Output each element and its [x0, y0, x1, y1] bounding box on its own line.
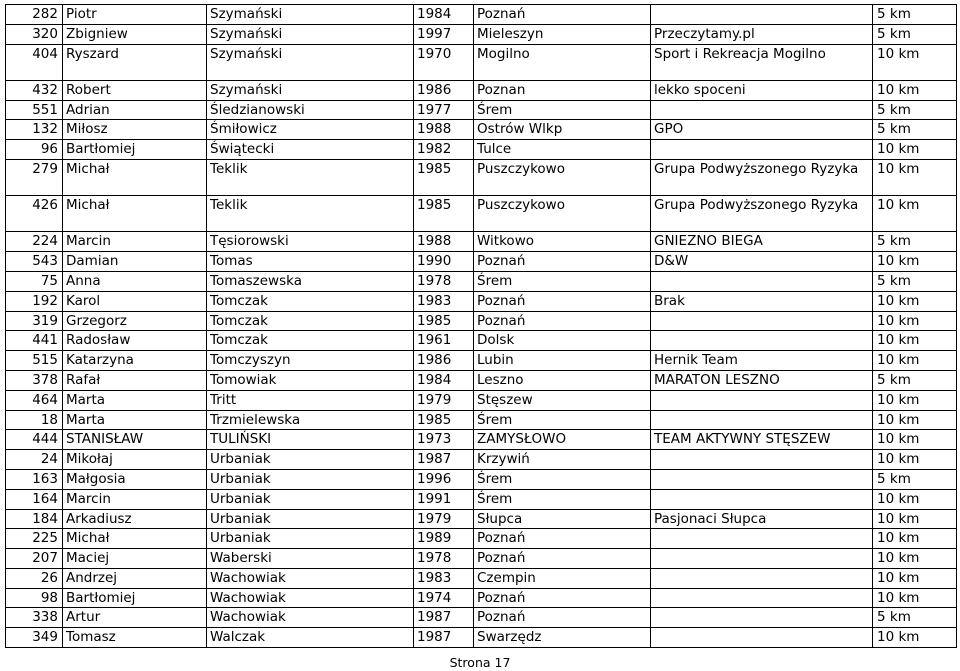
distance-cell: 10 km	[873, 390, 957, 410]
last-name-cell: Tomaszewska	[207, 271, 414, 291]
start-number-cell: 378	[6, 370, 63, 390]
distance-cell: 5 km	[873, 232, 957, 252]
last-name-cell: Tomczak	[207, 331, 414, 351]
club-cell: Grupa Podwyższonego Ryzyka	[651, 159, 873, 195]
distance-cell: 10 km	[873, 140, 957, 160]
birth-year-cell: 1989	[414, 529, 474, 549]
start-number-cell: 192	[6, 291, 63, 311]
start-number-cell: 225	[6, 529, 63, 549]
start-number-cell: 444	[6, 430, 63, 450]
last-name-cell: Teklik	[207, 159, 414, 195]
distance-cell: 10 km	[873, 549, 957, 569]
city-cell: Śrem	[474, 410, 651, 430]
last-name-cell: Walczak	[207, 628, 414, 648]
club-cell: Brak	[651, 291, 873, 311]
first-name-cell: Robert	[63, 80, 207, 100]
birth-year-cell: 1996	[414, 469, 474, 489]
start-number-cell: 432	[6, 80, 63, 100]
first-name-cell: Bartłomiej	[63, 588, 207, 608]
distance-cell: 10 km	[873, 351, 957, 371]
distance-cell: 10 km	[873, 529, 957, 549]
start-number-cell: 426	[6, 196, 63, 232]
city-cell: Czempin	[474, 568, 651, 588]
city-cell: Ostrów Wlkp	[474, 120, 651, 140]
last-name-cell: Urbaniak	[207, 450, 414, 470]
first-name-cell: Piotr	[63, 5, 207, 25]
start-number-cell: 282	[6, 5, 63, 25]
club-cell	[651, 608, 873, 628]
table-row	[6, 80, 957, 100]
birth-year-cell: 1978	[414, 549, 474, 569]
last-name-cell: Teklik	[207, 196, 414, 232]
distance-cell: 10 km	[873, 509, 957, 529]
club-cell	[651, 331, 873, 351]
last-name-cell: Śmiłowicz	[207, 120, 414, 140]
first-name-cell: Anna	[63, 271, 207, 291]
start-number-cell: 320	[6, 24, 63, 44]
last-name-cell: Tomas	[207, 252, 414, 272]
start-number-cell: 75	[6, 271, 63, 291]
distance-cell: 5 km	[873, 5, 957, 25]
city-cell: Dolsk	[474, 331, 651, 351]
distance-cell: 5 km	[873, 271, 957, 291]
city-cell: Leszno	[474, 370, 651, 390]
start-number-cell: 18	[6, 410, 63, 430]
last-name-cell: Szymański	[207, 44, 414, 80]
city-cell: Mieleszyn	[474, 24, 651, 44]
birth-year-cell: 1991	[414, 489, 474, 509]
start-number-cell: 515	[6, 351, 63, 371]
last-name-cell: Tomczak	[207, 311, 414, 331]
last-name-cell: Urbaniak	[207, 469, 414, 489]
birth-year-cell: 1985	[414, 410, 474, 430]
start-number-cell: 551	[6, 100, 63, 120]
city-cell: Śrem	[474, 271, 651, 291]
table-row	[6, 370, 957, 390]
first-name-cell: Katarzyna	[63, 351, 207, 371]
last-name-cell: Szymański	[207, 5, 414, 25]
club-cell: TEAM AKTYWNY STĘSZEW	[651, 430, 873, 450]
last-name-cell: Świątecki	[207, 140, 414, 160]
club-cell: D&W	[651, 252, 873, 272]
club-cell: Pasjonaci Słupca	[651, 509, 873, 529]
distance-cell: 10 km	[873, 568, 957, 588]
start-number-cell: 224	[6, 232, 63, 252]
last-name-cell: Wachowiak	[207, 568, 414, 588]
city-cell: Stęszew	[474, 390, 651, 410]
city-cell: Poznań	[474, 291, 651, 311]
last-name-cell: Waberski	[207, 549, 414, 569]
distance-cell: 5 km	[873, 100, 957, 120]
table-row	[6, 252, 957, 272]
start-number-cell: 404	[6, 44, 63, 80]
distance-cell: 10 km	[873, 628, 957, 648]
club-cell: MARATON LESZNO	[651, 370, 873, 390]
birth-year-cell: 1987	[414, 450, 474, 470]
city-cell: Krzywiń	[474, 450, 651, 470]
table-row	[6, 549, 957, 569]
club-cell	[651, 311, 873, 331]
club-cell	[651, 469, 873, 489]
city-cell: Poznan	[474, 80, 651, 100]
first-name-cell: Mikołaj	[63, 450, 207, 470]
table-row	[6, 568, 957, 588]
birth-year-cell: 1997	[414, 24, 474, 44]
birth-year-cell: 1987	[414, 608, 474, 628]
start-number-cell: 184	[6, 509, 63, 529]
first-name-cell: Arkadiusz	[63, 509, 207, 529]
birth-year-cell: 1987	[414, 628, 474, 648]
birth-year-cell: 1973	[414, 430, 474, 450]
club-cell: lekko spoceni	[651, 80, 873, 100]
club-cell: Grupa Podwyższonego Ryzyka	[651, 196, 873, 232]
first-name-cell: Artur	[63, 608, 207, 628]
table-row	[6, 159, 957, 195]
first-name-cell: Zbigniew	[63, 24, 207, 44]
birth-year-cell: 1990	[414, 252, 474, 272]
birth-year-cell: 1984	[414, 5, 474, 25]
city-cell: Swarzędz	[474, 628, 651, 648]
city-cell: Poznań	[474, 5, 651, 25]
birth-year-cell: 1983	[414, 568, 474, 588]
distance-cell: 10 km	[873, 450, 957, 470]
table-row	[6, 5, 957, 25]
club-cell	[651, 140, 873, 160]
first-name-cell: Radosław	[63, 331, 207, 351]
last-name-cell: Wachowiak	[207, 608, 414, 628]
distance-cell: 10 km	[873, 44, 957, 80]
table-row	[6, 351, 957, 371]
distance-cell: 10 km	[873, 80, 957, 100]
birth-year-cell: 1985	[414, 311, 474, 331]
start-number-cell: 338	[6, 608, 63, 628]
last-name-cell: Tomowiak	[207, 370, 414, 390]
distance-cell: 10 km	[873, 311, 957, 331]
table-row	[6, 628, 957, 648]
birth-year-cell: 1979	[414, 390, 474, 410]
birth-year-cell: 1978	[414, 271, 474, 291]
city-cell: ZAMYSŁOWO	[474, 430, 651, 450]
last-name-cell: Tomczak	[207, 291, 414, 311]
last-name-cell: Urbaniak	[207, 489, 414, 509]
first-name-cell: Tomasz	[63, 628, 207, 648]
first-name-cell: Bartłomiej	[63, 140, 207, 160]
first-name-cell: Marta	[63, 410, 207, 430]
birth-year-cell: 1985	[414, 159, 474, 195]
club-cell	[651, 410, 873, 430]
distance-cell: 10 km	[873, 159, 957, 195]
results-table-body	[6, 5, 957, 648]
birth-year-cell: 1985	[414, 196, 474, 232]
city-cell: Śrem	[474, 489, 651, 509]
club-cell	[651, 271, 873, 291]
table-row	[6, 24, 957, 44]
distance-cell: 5 km	[873, 120, 957, 140]
distance-cell: 10 km	[873, 410, 957, 430]
start-number-cell: 464	[6, 390, 63, 410]
distance-cell: 5 km	[873, 608, 957, 628]
start-number-cell: 98	[6, 588, 63, 608]
distance-cell: 10 km	[873, 430, 957, 450]
first-name-cell: Michał	[63, 529, 207, 549]
birth-year-cell: 1974	[414, 588, 474, 608]
city-cell: Mogilno	[474, 44, 651, 80]
city-cell: Poznań	[474, 529, 651, 549]
club-cell: GNIEZNO BIEGA	[651, 232, 873, 252]
table-row	[6, 120, 957, 140]
birth-year-cell: 1986	[414, 351, 474, 371]
club-cell	[651, 5, 873, 25]
table-row	[6, 291, 957, 311]
club-cell	[651, 549, 873, 569]
table-row	[6, 450, 957, 470]
last-name-cell: Wachowiak	[207, 588, 414, 608]
club-cell: GPO	[651, 120, 873, 140]
start-number-cell: 319	[6, 311, 63, 331]
start-number-cell: 279	[6, 159, 63, 195]
last-name-cell: Szymański	[207, 24, 414, 44]
last-name-cell: TULIŃSKI	[207, 430, 414, 450]
birth-year-cell: 1986	[414, 80, 474, 100]
first-name-cell: Damian	[63, 252, 207, 272]
birth-year-cell: 1961	[414, 331, 474, 351]
distance-cell: 10 km	[873, 196, 957, 232]
first-name-cell: Grzegorz	[63, 311, 207, 331]
city-cell: Poznań	[474, 608, 651, 628]
last-name-cell: Trzmielewska	[207, 410, 414, 430]
birth-year-cell: 1988	[414, 232, 474, 252]
city-cell: Lubin	[474, 351, 651, 371]
distance-cell: 5 km	[873, 370, 957, 390]
distance-cell: 10 km	[873, 588, 957, 608]
first-name-cell: Marcin	[63, 489, 207, 509]
city-cell: Poznań	[474, 311, 651, 331]
distance-cell: 5 km	[873, 24, 957, 44]
start-number-cell: 207	[6, 549, 63, 569]
city-cell: Poznań	[474, 252, 651, 272]
city-cell: Poznań	[474, 549, 651, 569]
start-number-cell: 24	[6, 450, 63, 470]
first-name-cell: Michał	[63, 159, 207, 195]
table-row	[6, 140, 957, 160]
first-name-cell: Adrian	[63, 100, 207, 120]
table-row	[6, 469, 957, 489]
table-row	[6, 271, 957, 291]
start-number-cell: 26	[6, 568, 63, 588]
distance-cell: 10 km	[873, 489, 957, 509]
start-number-cell: 96	[6, 140, 63, 160]
club-cell	[651, 489, 873, 509]
table-row	[6, 588, 957, 608]
last-name-cell: Śledzianowski	[207, 100, 414, 120]
first-name-cell: Karol	[63, 291, 207, 311]
first-name-cell: Ryszard	[63, 44, 207, 80]
club-cell	[651, 450, 873, 470]
club-cell	[651, 568, 873, 588]
start-number-cell: 441	[6, 331, 63, 351]
city-cell: Witkowo	[474, 232, 651, 252]
table-row	[6, 410, 957, 430]
table-row	[6, 509, 957, 529]
table-row	[6, 430, 957, 450]
club-cell: Przeczytamy.pl	[651, 24, 873, 44]
birth-year-cell: 1979	[414, 509, 474, 529]
distance-cell: 5 km	[873, 469, 957, 489]
table-row	[6, 529, 957, 549]
results-table	[5, 4, 957, 648]
first-name-cell: Andrzej	[63, 568, 207, 588]
city-cell: Śrem	[474, 469, 651, 489]
first-name-cell: Michał	[63, 196, 207, 232]
table-row	[6, 489, 957, 509]
first-name-cell: Maciej	[63, 549, 207, 569]
page-number: Strona 17	[449, 655, 511, 670]
table-row	[6, 311, 957, 331]
start-number-cell: 543	[6, 252, 63, 272]
distance-cell: 10 km	[873, 252, 957, 272]
table-row	[6, 100, 957, 120]
club-cell: Hernik Team	[651, 351, 873, 371]
distance-cell: 10 km	[873, 291, 957, 311]
start-number-cell: 164	[6, 489, 63, 509]
last-name-cell: Tomczyszyn	[207, 351, 414, 371]
first-name-cell: Marcin	[63, 232, 207, 252]
first-name-cell: Rafał	[63, 370, 207, 390]
birth-year-cell: 1988	[414, 120, 474, 140]
city-cell: Puszczykowo	[474, 196, 651, 232]
birth-year-cell: 1982	[414, 140, 474, 160]
distance-cell: 10 km	[873, 331, 957, 351]
start-number-cell: 349	[6, 628, 63, 648]
birth-year-cell: 1984	[414, 370, 474, 390]
first-name-cell: Miłosz	[63, 120, 207, 140]
table-row	[6, 331, 957, 351]
last-name-cell: Szymański	[207, 80, 414, 100]
first-name-cell: Marta	[63, 390, 207, 410]
start-number-cell: 132	[6, 120, 63, 140]
last-name-cell: Tritt	[207, 390, 414, 410]
last-name-cell: Urbaniak	[207, 529, 414, 549]
club-cell	[651, 588, 873, 608]
table-row	[6, 232, 957, 252]
club-cell	[651, 628, 873, 648]
first-name-cell: STANISŁAW	[63, 430, 207, 450]
last-name-cell: Tęsiorowski	[207, 232, 414, 252]
city-cell: Poznań	[474, 588, 651, 608]
birth-year-cell: 1977	[414, 100, 474, 120]
start-number-cell: 163	[6, 469, 63, 489]
table-row	[6, 196, 957, 232]
table-row	[6, 44, 957, 80]
city-cell: Słupca	[474, 509, 651, 529]
table-row	[6, 390, 957, 410]
city-cell: Tulce	[474, 140, 651, 160]
first-name-cell: Małgosia	[63, 469, 207, 489]
table-row	[6, 608, 957, 628]
club-cell	[651, 390, 873, 410]
club-cell	[651, 529, 873, 549]
club-cell	[651, 100, 873, 120]
city-cell: Śrem	[474, 100, 651, 120]
city-cell: Puszczykowo	[474, 159, 651, 195]
birth-year-cell: 1983	[414, 291, 474, 311]
birth-year-cell: 1970	[414, 44, 474, 80]
last-name-cell: Urbaniak	[207, 509, 414, 529]
club-cell: Sport i Rekreacja Mogilno	[651, 44, 873, 80]
